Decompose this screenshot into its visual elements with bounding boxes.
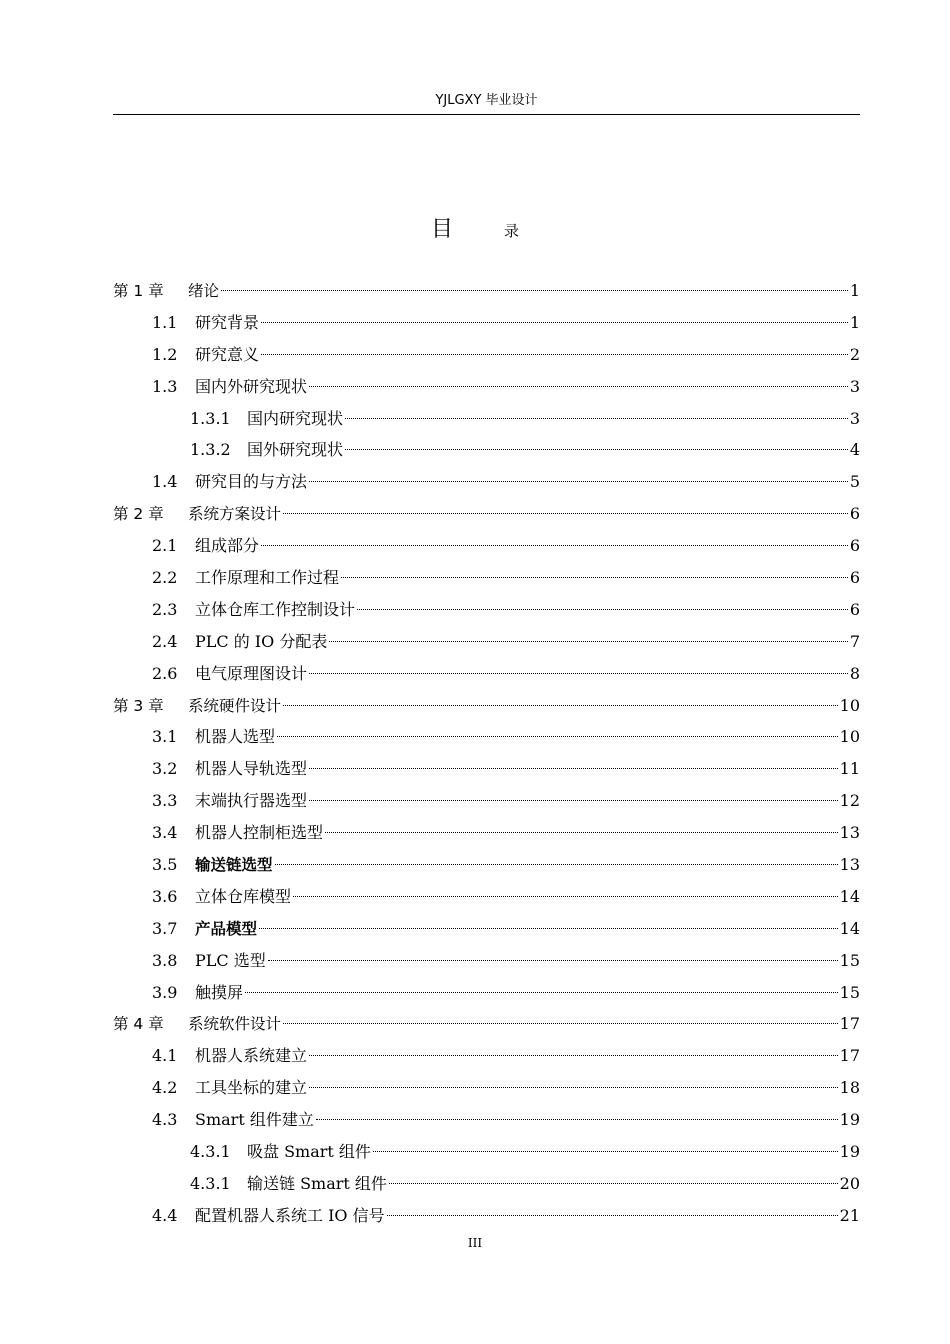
toc-entry-page: 11 [839,759,860,779]
toc-leader-dots [316,1119,838,1120]
toc-entry-number: 2.6 [152,663,178,683]
toc-title-second: 录 [504,222,520,240]
toc-leader-dots [275,864,838,865]
toc-entry[interactable] [113,1104,860,1136]
toc-leader-dots [309,800,838,801]
toc-entry-page: 2 [849,344,860,364]
toc-entry-number: 第 3 章 [113,696,164,715]
toc-entry-number: 2.1 [152,536,178,556]
toc-entry-page: 15 [839,950,860,970]
toc-entry-number: 2.3 [152,599,178,619]
toc-entry[interactable] [113,1168,860,1200]
toc-entry-number: 4.2 [152,1078,178,1098]
toc-entry-page: 6 [849,568,860,588]
toc-leader-dots [373,1151,838,1152]
toc-entry[interactable] [113,307,860,339]
toc-entry-number: 3.2 [152,759,178,779]
toc-entry-label: 立体仓库工作控制设计 [195,599,356,619]
toc-leader-dots [309,386,848,387]
toc-entry-label: 系统硬件设计 [188,696,282,715]
table-of-contents [113,275,860,1232]
toc-entry-label: 立体仓库模型 [195,886,292,906]
toc-entry-number: 第 4 章 [113,1015,164,1034]
toc-entry-number: 第 2 章 [113,505,164,524]
toc-entry-label: 配置机器人系统工 IO 信号 [195,1205,385,1225]
toc-entry-label: 吸盘 Smart 组件 [247,1142,371,1162]
toc-leader-dots [341,577,848,578]
toc-entry[interactable] [113,1072,860,1104]
toc-entry[interactable] [113,1136,860,1168]
toc-entry-label: 机器人控制柜选型 [195,823,324,843]
toc-entry-label: 输送链选型 [195,856,273,875]
toc-entry-label: PLC 选型 [195,950,266,970]
toc-entry-number: 3.3 [152,791,178,811]
toc-entry[interactable] [113,434,860,466]
toc-leader-dots [309,1055,838,1056]
toc-entry[interactable] [113,371,860,403]
toc-entry[interactable] [113,817,860,849]
toc-entry-number: 1.4 [152,472,178,492]
toc-entry-number: 2.4 [152,631,178,651]
toc-entry-page: 8 [849,663,860,683]
toc-title-main: 目 [430,217,453,242]
toc-entry-label: PLC 的 IO 分配表 [195,631,328,651]
toc-leader-dots [283,513,848,514]
toc-entry-number: 3.8 [152,950,178,970]
toc-leader-dots [309,768,838,769]
toc-entry[interactable] [113,977,860,1009]
toc-entry[interactable] [113,753,860,785]
toc-entry[interactable] [113,721,860,753]
toc-leader-dots [221,290,848,291]
toc-leader-dots [259,928,838,929]
toc-entry-page: 6 [849,599,860,619]
toc-entry-page: 3 [849,408,860,428]
page-header: YJLGXY 毕业设计 [113,88,860,115]
toc-entry-number: 2.2 [152,568,178,588]
toc-entry-page: 10 [839,695,860,715]
toc-entry-label: 末端执行器选型 [195,791,308,811]
toc-entry-page: 5 [849,472,860,492]
toc-leader-dots [309,673,848,674]
toc-entry[interactable] [113,945,860,977]
toc-entry[interactable] [113,1008,860,1040]
toc-entry-label: 系统方案设计 [188,505,282,524]
toc-leader-dots [309,1087,838,1088]
toc-entry-label: 国内研究现状 [247,408,344,428]
toc-entry[interactable] [113,658,860,690]
toc-entry-page: 15 [839,982,860,1002]
toc-entry-label: 绪论 [188,282,220,300]
toc-entry-number: 4.3.1 [190,1173,231,1193]
toc-leader-dots [345,449,848,450]
toc-entry-page: 14 [839,886,860,906]
toc-entry[interactable] [113,849,860,881]
toc-title [0,212,950,243]
toc-entry-number: 1.3 [152,376,178,396]
toc-entry-page: 6 [849,536,860,556]
toc-entry-page: 20 [839,1173,860,1193]
toc-entry-page: 17 [839,1046,860,1066]
toc-entry-page: 1 [849,281,860,300]
toc-entry[interactable] [113,594,860,626]
toc-entry-label: 工作原理和工作过程 [195,568,340,588]
toc-leader-dots [283,1023,838,1024]
toc-leader-dots [325,832,838,833]
toc-entry-page: 6 [849,504,860,524]
toc-entry-number: 1.1 [152,312,178,332]
toc-entry-page: 19 [839,1142,860,1162]
toc-entry-label: 电气原理图设计 [195,663,308,683]
toc-entry-page: 3 [849,376,860,396]
toc-leader-dots [309,481,848,482]
toc-entry-label: 工具坐标的建立 [195,1078,308,1098]
toc-entry-label: 国外研究现状 [247,440,344,460]
toc-entry-number: 4.1 [152,1046,178,1066]
toc-leader-dots [245,992,838,993]
toc-leader-dots [261,354,848,355]
toc-entry-page: 12 [839,791,860,811]
toc-entry-number: 4.3.1 [190,1142,231,1162]
toc-leader-dots [357,609,848,610]
toc-leader-dots [389,1183,838,1184]
toc-entry-label: 输送链 Smart 组件 [247,1173,387,1193]
toc-entry-label: 产品模型 [195,919,258,938]
toc-entry-number: 4.3 [152,1110,178,1130]
toc-entry-number: 1.2 [152,344,178,364]
toc-entry-page: 4 [849,440,860,460]
toc-leader-dots [261,545,848,546]
toc-entry-label: Smart 组件建立 [195,1110,314,1130]
toc-leader-dots [329,641,847,642]
toc-entry-page: 7 [849,631,860,651]
toc-entry-number: 3.6 [152,886,178,906]
toc-leader-dots [293,896,838,897]
toc-entry-number: 3.7 [152,918,178,938]
toc-entry[interactable] [113,1200,860,1232]
toc-entry[interactable] [113,690,860,722]
toc-entry[interactable] [113,275,860,307]
toc-entry[interactable] [113,1040,860,1072]
toc-entry[interactable] [113,530,860,562]
toc-entry-page: 14 [839,918,860,938]
toc-entry-label: 组成部分 [195,536,260,556]
toc-entry[interactable] [113,913,860,945]
toc-entry-number: 3.9 [152,982,178,1002]
toc-entry-label: 触摸屏 [195,982,244,1002]
toc-leader-dots [345,418,848,419]
toc-entry[interactable] [113,626,860,658]
toc-entry-number: 4.4 [152,1205,178,1225]
toc-entry-page: 17 [839,1014,860,1034]
toc-entry-label: 系统软件设计 [188,1015,282,1034]
toc-entry[interactable] [113,785,860,817]
toc-entry-label: 机器人系统建立 [195,1046,308,1066]
toc-entry-page: 18 [839,1078,860,1098]
toc-entry-label: 机器人导轨选型 [195,759,308,779]
toc-entry[interactable] [113,339,860,371]
toc-entry[interactable] [113,562,860,594]
toc-entry-page: 13 [839,855,860,875]
toc-entry-number: 3.4 [152,823,178,843]
toc-entry-page: 13 [839,823,860,843]
toc-leader-dots [277,736,838,737]
toc-entry-page: 19 [839,1110,860,1130]
toc-entry-label: 研究意义 [195,344,260,364]
toc-entry-label: 国内外研究现状 [195,376,308,396]
toc-entry-number: 3.5 [152,855,178,875]
toc-entry-page: 1 [849,312,860,332]
toc-leader-dots [283,705,838,706]
toc-leader-dots [387,1215,838,1216]
toc-entry[interactable] [113,881,860,913]
toc-entry-number: 3.1 [152,727,178,747]
toc-entry-label: 机器人选型 [195,727,276,747]
toc-entry-number: 第 1 章 [113,282,164,300]
toc-entry[interactable] [113,498,860,530]
toc-leader-dots [261,322,848,323]
page-number-footer: III [467,1236,483,1250]
toc-entry-number: 1.3.1 [190,408,231,428]
toc-entry-page: 10 [839,727,860,747]
toc-entry-label: 研究目的与方法 [195,472,308,492]
toc-entry[interactable] [113,466,860,498]
toc-entry-page: 21 [839,1205,860,1225]
toc-leader-dots [268,960,838,961]
toc-entry-label: 研究背景 [195,312,260,332]
toc-entry-number: 1.3.2 [190,440,231,460]
toc-entry[interactable] [113,403,860,435]
